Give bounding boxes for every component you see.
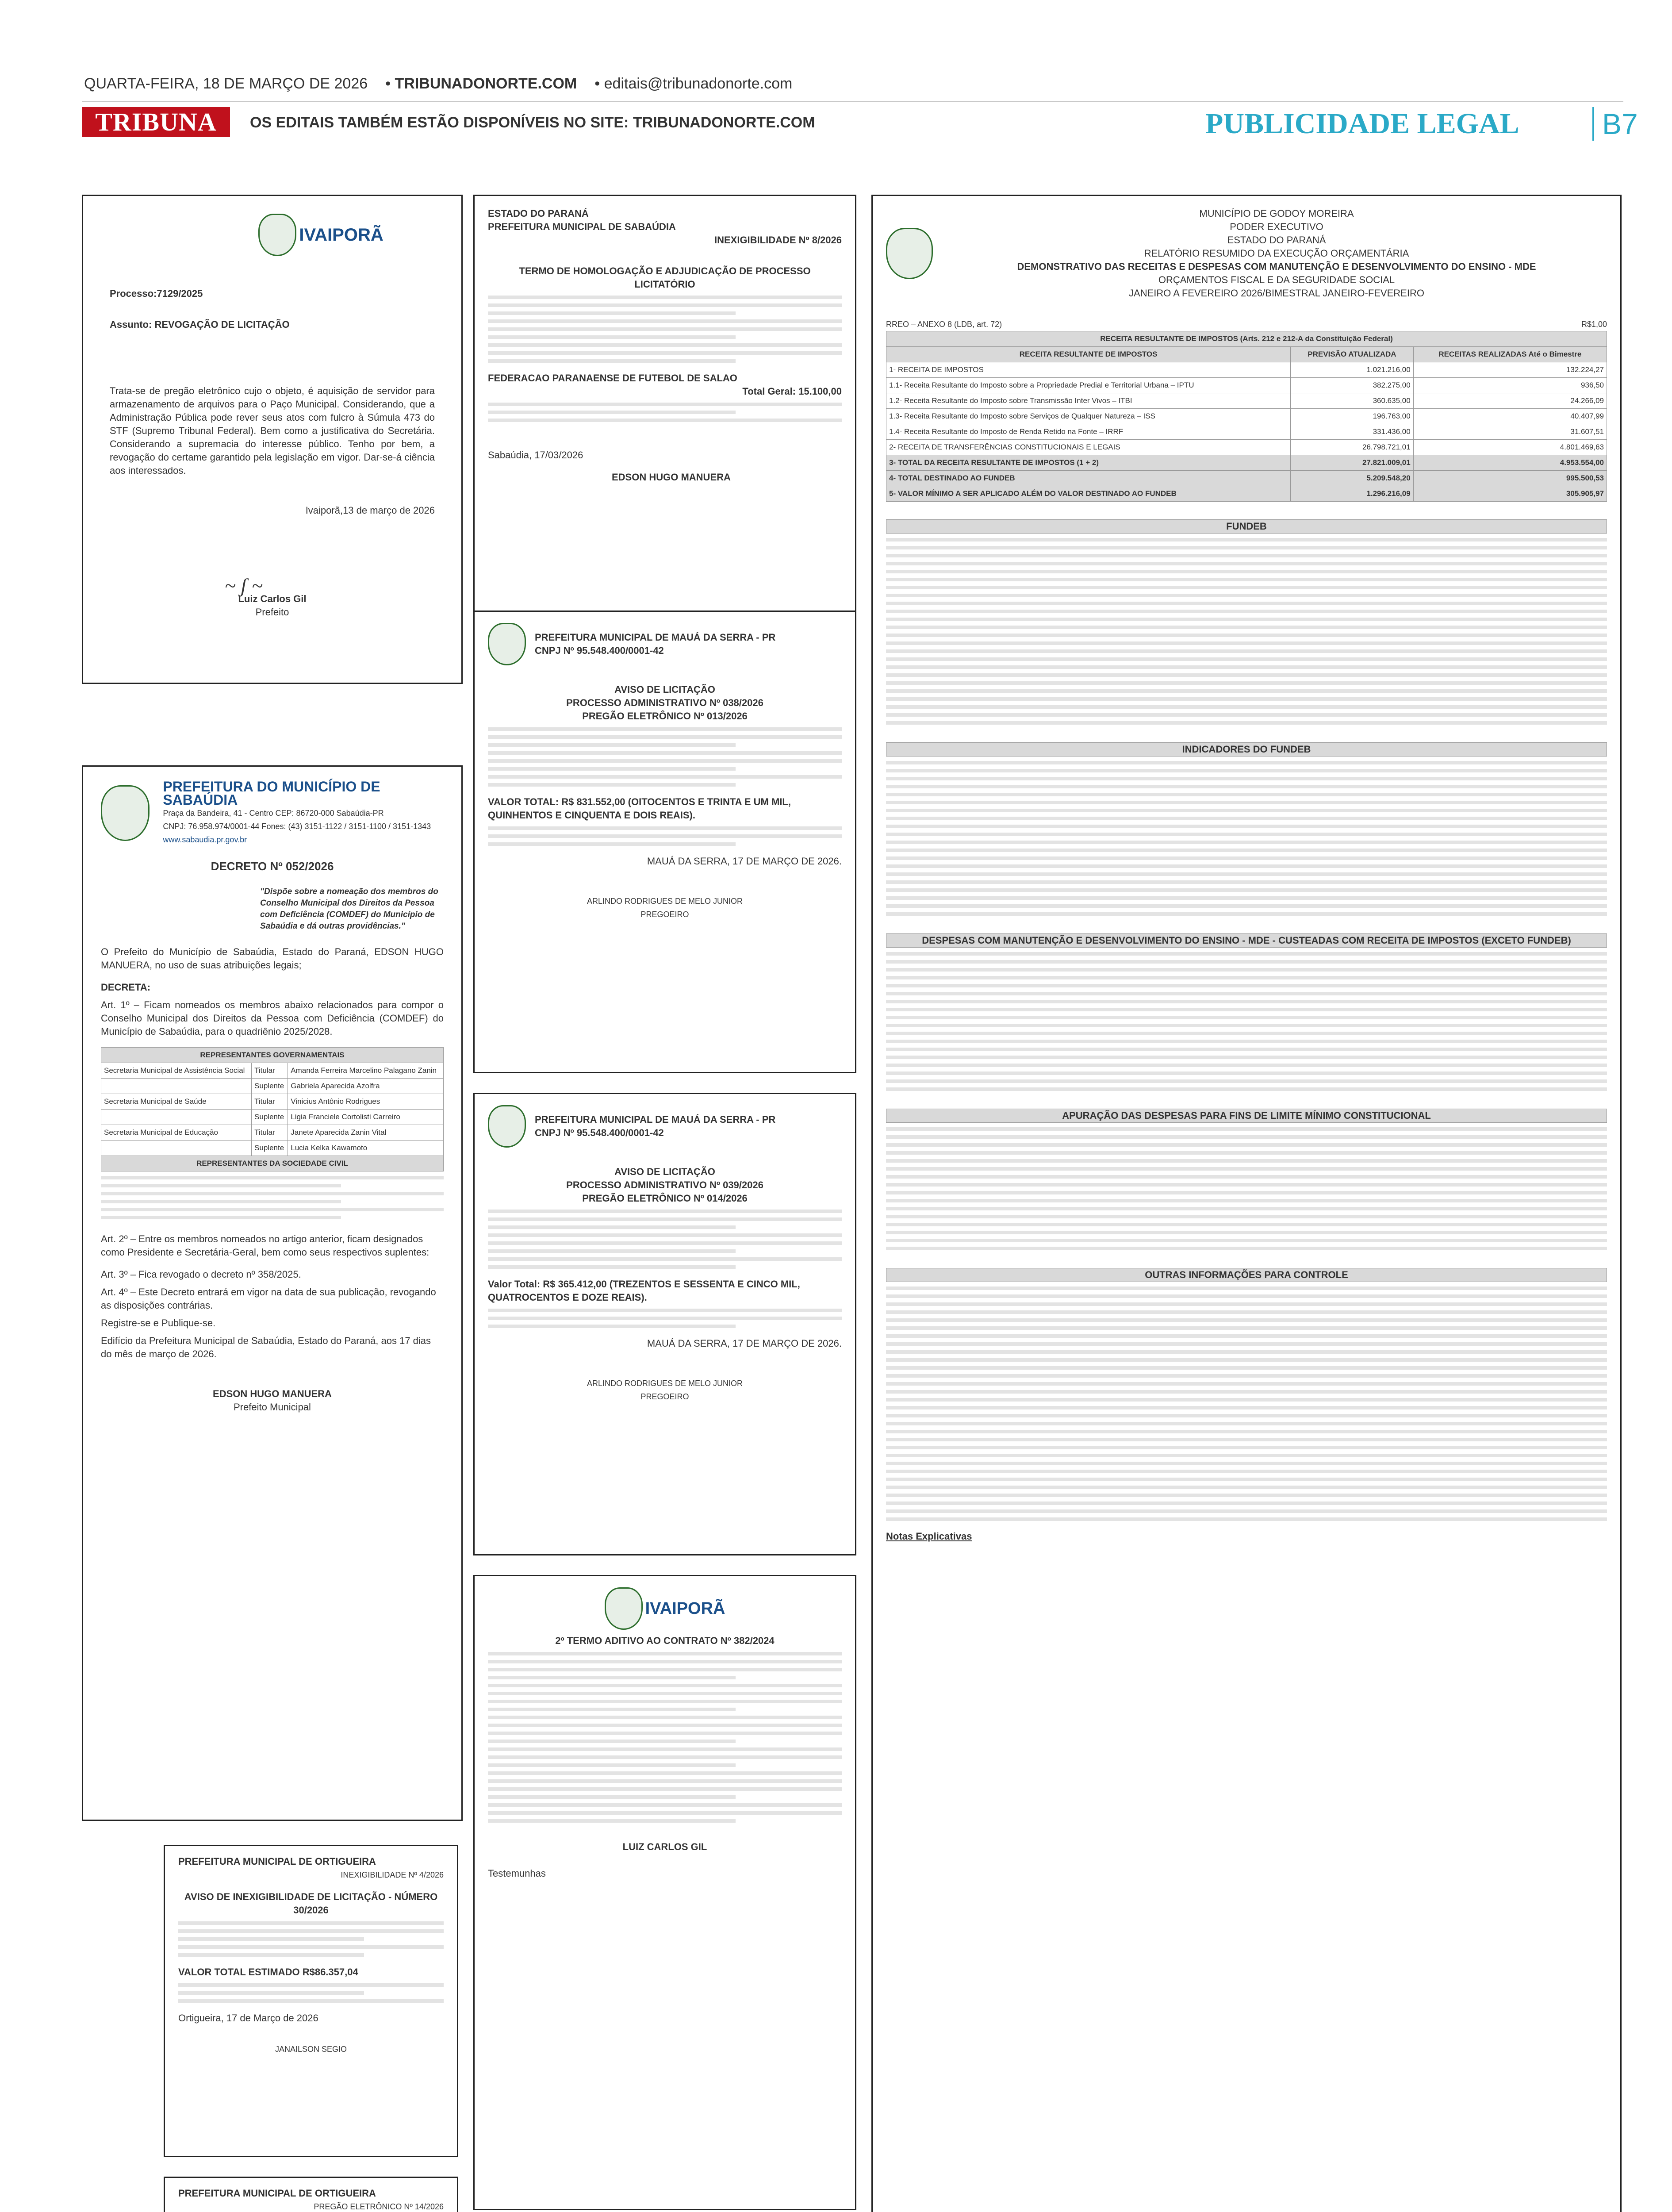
signer-name: ARLINDO RODRIGUES DE MELO JUNIOR <box>587 1379 743 1388</box>
report-rreo <box>871 195 1622 2212</box>
report-title-3: ORÇAMENTOS FISCAL E DA SEGURIDADE SOCIAL <box>1158 274 1395 285</box>
signer-name: LUIZ CARLOS GIL <box>622 1841 707 1852</box>
entity-name: PREFEITURA MUNICIPAL DE MAUÁ DA SERRA - PR <box>535 1114 776 1125</box>
report-title-2: DEMONSTRATIVO DAS RECEITAS E DESPESAS COM MANUTENÇÃO E DESENVOLVIMENTO DO ENSINO - MDE <box>1017 261 1536 272</box>
total-value: Total Geral: 15.100,00 <box>742 386 842 397</box>
notice-maua-1 <box>473 611 856 1073</box>
ref-number: PREGÃO ELETRÔNICO Nº 14/2026 <box>314 2202 444 2211</box>
header-email[interactable]: editais@tribunadonorte.com <box>604 75 793 92</box>
table-row: 1.3- Receita Resultante do Imposto sobre Serviços de Qualquer Natureza – ISS 196.763,00 40.407,99 <box>886 409 1607 424</box>
section-title: PUBLICIDADE LEGAL <box>1205 108 1519 140</box>
notice-ivaipora-revogacao <box>82 195 463 684</box>
entity-website[interactable]: www.sabaudia.pr.gov.br <box>163 835 247 844</box>
page-number: B7 <box>1592 107 1638 141</box>
coat-of-arms-icon <box>605 1587 643 1630</box>
signer-role: PREGOEIRO <box>640 1392 689 1401</box>
coat-of-arms-icon <box>258 214 296 256</box>
notice-value: Valor Total: R$ 365.412,00 (TREZENTOS E SESSENTA E CINCO MIL, QUATROCENTOS E DOZE REAIS). <box>488 1279 800 1303</box>
notice-value: VALOR TOTAL ESTIMADO R$86.357,04 <box>178 1966 358 1978</box>
signer-name: JANAILSON SEGIO <box>275 2045 347 2054</box>
decree-decreta: DECRETA: <box>101 982 151 993</box>
notice-ortigueira-2 <box>164 2177 458 2212</box>
table-row: Secretaria Municipal de Assistência Social Titular Amanda Ferreira Marcelino Palagano Zanin <box>101 1063 444 1079</box>
signer-role: Prefeito <box>255 607 289 618</box>
signer-role: PREGOEIRO <box>640 910 689 919</box>
process-number: Processo:7129/2025 <box>110 288 203 299</box>
entity-address: Praça da Bandeira, 41 - Centro CEP: 86720-000 Sabaúdia-PR <box>163 809 384 818</box>
decree-art2: Art. 2º – Entre os membros nomeados no artigo anterior, ficam designados como Presidente e Secretária-Geral, bem como seus respectivos suplentes: <box>101 1233 430 1258</box>
municipality-name: IVAIPORÃ <box>645 1599 725 1618</box>
signer-name: EDSON HUGO MANUERA <box>213 1388 332 1399</box>
pregao-number: PREGÃO ELETRÔNICO Nº 013/2026 <box>582 710 748 722</box>
header-site[interactable]: TRIBUNADONORTE.COM <box>395 75 577 92</box>
table-row: 4- TOTAL DESTINADO AO FUNDEB 5.209.548,20 995.500,53 <box>886 471 1607 486</box>
currency-label: R$1,00 <box>1581 320 1607 329</box>
entity-name: PREFEITURA MUNICIPAL DE ORTIGUEIRA <box>178 2188 376 2199</box>
section-header: FUNDEB <box>886 519 1607 534</box>
header-date: QUARTA-FEIRA, 18 DE MARÇO DE 2026 <box>84 75 368 92</box>
table-row: Suplente Lucia Kelka Kawamoto <box>101 1141 444 1156</box>
section-header: OUTRAS INFORMAÇÕES PARA CONTROLE <box>886 1268 1607 1282</box>
notice-title: TERMO DE HOMOLOGAÇÃO E ADJUDICAÇÃO DE PROCESSO LICITATÓRIO <box>519 265 811 290</box>
table-row: Secretaria Municipal de Saúde Titular Vinicius Antônio Rodrigues <box>101 1094 444 1110</box>
coat-of-arms-icon <box>886 228 933 279</box>
process-number: PROCESSO ADMINISTRATIVO Nº 038/2026 <box>566 697 763 708</box>
witness-label: Testemunhas <box>488 1868 546 1879</box>
entity-name: PREFEITURA MUNICIPAL DE MAUÁ DA SERRA - PR <box>535 632 776 643</box>
table-row: 1.4- Receita Resultante do Imposto de Renda Retido na Fonte – IRRF 331.436,00 31.607,51 <box>886 424 1607 440</box>
table-row: 1.2- Receita Resultante do Imposto sobre Transmissão Inter Vivos – ITBI 360.635,00 24.266,09 <box>886 393 1607 409</box>
header-subtitle: OS EDITAIS TAMBÉM ESTÃO DISPONÍVEIS NO SITE: TRIBUNADONORTE.COM <box>250 114 815 131</box>
coat-of-arms-icon <box>101 785 150 841</box>
header-divider <box>82 101 1623 102</box>
state-name: ESTADO DO PARANÁ <box>488 208 589 219</box>
notice-title: 2º TERMO ADITIVO AO CONTRATO Nº 382/2024 <box>555 1635 775 1646</box>
newspaper-logo: TRIBUNA <box>82 107 230 137</box>
table-row: 1- RECEITA DE IMPOSTOS 1.021.216,00 132.224,27 <box>886 362 1607 378</box>
coat-of-arms-icon <box>488 1105 526 1148</box>
report-entity: MUNICÍPIO DE GODOY MOREIRA <box>1199 208 1354 219</box>
notice-date: Ortigueira, 17 de Março de 2026 <box>178 2012 318 2024</box>
pregao-number: PREGÃO ELETRÔNICO Nº 014/2026 <box>582 1193 748 1204</box>
page-header: QUARTA-FEIRA, 18 DE MARÇO DE 2026 • TRIBUNADONORTE.COM • editais@tribunadonorte.com <box>84 75 793 92</box>
report-title-1: RELATÓRIO RESUMIDO DA EXECUÇÃO ORÇAMENTÁRIA <box>1144 248 1409 259</box>
entity-name: PREFEITURA DO MUNICÍPIO DE SABAÚDIA <box>163 779 380 808</box>
decree-preamble: O Prefeito do Município de Sabaúdia, Estado do Paraná, EDSON HUGO MANUERA, no uso de suas atribuições legais; <box>101 946 444 971</box>
signer-name: EDSON HUGO MANUERA <box>612 472 731 483</box>
table-row: Suplente Gabriela Aparecida Azolfra <box>101 1079 444 1094</box>
notice-ortigueira-1 <box>164 1845 458 2157</box>
decree-art1: Art. 1º – Ficam nomeados os membros abaixo relacionados para compor o Conselho Municipal dos Direitos da Pessoa com Deficiência (COMDEF) do Município de Sabaúdia, para o quadriênio 2025/2028. <box>101 999 444 1037</box>
decree-closing: Registre-se e Publique-se. <box>101 1317 216 1329</box>
table-row: 3- TOTAL DA RECEITA RESULTANTE DE IMPOSTOS (1 + 2) 27.821.009,01 4.953.554,00 <box>886 455 1607 471</box>
decree-art4: Art. 4º – Este Decreto entrará em vigor na data de sua publicação, revogando as disposições contrárias. <box>101 1286 436 1311</box>
table-row: Suplente Ligia Franciele Cortolisti Carreiro <box>101 1110 444 1125</box>
signature: ~ ʃ ~ <box>225 574 263 597</box>
notice-maua-2 <box>473 1093 856 1555</box>
section-header: INDICADORES DO FUNDEB <box>886 742 1607 757</box>
table-row: 5- VALOR MÍNIMO A SER APLICADO ALÉM DO VALOR DESTINADO AO FUNDEB 1.296.216,09 305.905,97 <box>886 486 1607 502</box>
entity-name: PREFEITURA MUNICIPAL DE SABAÚDIA <box>488 221 676 232</box>
entity-cnpj: CNPJ Nº 95.548.400/0001-42 <box>535 645 664 656</box>
report-power: PODER EXECUTIVO <box>1230 221 1323 232</box>
revenue-table: RECEITA RESULTANTE DE IMPOSTOS (Arts. 212 e 212-A da Constituição Federal) RECEITA RESULTANTE DE IMPOSTOS PREVISÃO ATUALIZADA RECEITAS REALIZADAS Até o Bimestre 1- RECEITA DE IMPOSTOS 1.021.216,00 132.224,27 1.1- Receita Resultante do Imposto sobre a Propriedade Predial e Territorial Urbana – IPTU 382.275,00 936,50 1.2- Receita Resultante do Imposto sobre Transmissão Inter Vivos – ITBI 360.635,00 24.266,09 1.3- Receita Resultante do Imposto sobre Serviços de Qualquer Natureza – ISS 196.763,00 40.407,99 1.4- Receita Resultante do Imposto de Renda Retido na Fonte – IRRF 331.436,00 31.607,51 2- RECEITA DE TRANSFERÊNCIAS CONSTITUCIONAIS E LEGAIS 26.798.721,01 4.801.469,63 3- TOTAL DA RECEITA RESULTANTE DE IMPOSTOS (1 + 2) 27.821.009,01 4.953.554,00 4- TOTAL DESTINADO AO FUNDEB 5.209.548,20 995.500,53 5- VALOR MÍNIMO A SER APLICADO ALÉM DO VALOR DESTINADO AO FUNDEB 1.296.216,09 305.905,97 <box>886 331 1607 502</box>
gov-header: REPRESENTANTES GOVERNAMENTAIS <box>101 1048 444 1063</box>
signer-name: ARLINDO RODRIGUES DE MELO JUNIOR <box>587 897 743 906</box>
entity-cnpj: CNPJ: 76.958.974/0001-44 Fones: (43) 3151-1122 / 3151-1100 / 3151-1343 <box>163 822 431 831</box>
report-state: ESTADO DO PARANÁ <box>1227 234 1326 246</box>
place-date: Ivaiporã,13 de março de 2026 <box>305 505 435 516</box>
report-period: JANEIRO A FEVEREIRO 2026/BIMESTRAL JANEIRO-FEVEREIRO <box>1129 288 1424 299</box>
annex-label: RREO – ANEXO 8 (LDB, art. 72) <box>886 320 1002 329</box>
decree-footer: Edifício da Prefeitura Municipal de Sabaúdia, Estado do Paraná, aos 17 dias do mês de março de 2026. <box>101 1335 431 1359</box>
notes-label: Notas Explicativas <box>886 1531 972 1542</box>
table-row: 2- RECEITA DE TRANSFERÊNCIAS CONSTITUCIONAIS E LEGAIS 26.798.721,01 4.801.469,63 <box>886 440 1607 455</box>
section-header: RECEITA RESULTANTE DE IMPOSTOS (Arts. 212 e 212-A da Constituição Federal) <box>886 331 1607 347</box>
notice-value: VALOR TOTAL: R$ 831.552,00 (OITOCENTOS E TRINTA E UM MIL, QUINHENTOS E CINQUENTA E DOIS REAIS). <box>488 796 791 821</box>
notice-ivaipora-aditivo <box>473 1575 856 2210</box>
table-row: 1.1- Receita Resultante do Imposto sobre a Propriedade Predial e Territorial Urbana – IPTU 382.275,00 936,50 <box>886 378 1607 393</box>
notice-title: AVISO DE LICITAÇÃO <box>614 1166 715 1177</box>
civ-header: REPRESENTANTES DA SOCIEDADE CIVIL <box>101 1156 444 1171</box>
notice-date: MAUÁ DA SERRA, 17 DE MARÇO DE 2026. <box>647 1338 842 1349</box>
signer-name: Luiz Carlos Gil <box>238 593 307 604</box>
coat-of-arms-icon <box>488 623 526 665</box>
decree-number: DECRETO Nº 052/2026 <box>211 860 334 873</box>
section-header: APURAÇÃO DAS DESPESAS PARA FINS DE LIMITE MÍNIMO CONSTITUCIONAL <box>886 1109 1607 1123</box>
decree-art3: Art. 3º – Fica revogado o decreto nº 358/2025. <box>101 1269 301 1280</box>
notice-date: MAUÁ DA SERRA, 17 DE MARÇO DE 2026. <box>647 856 842 867</box>
notice-title: AVISO DE LICITAÇÃO <box>614 684 715 695</box>
notice-sabaudia-decree <box>82 765 463 1821</box>
subject: Assunto: REVOGAÇÃO DE LICITAÇÃO <box>110 319 290 330</box>
place-date: Sabaúdia, 17/03/2026 <box>488 449 583 461</box>
notice-title: AVISO DE INEXIGIBILIDADE DE LICITAÇÃO - NÚMERO 30/2026 <box>184 1891 438 1916</box>
section-header: DESPESAS COM MANUTENÇÃO E DESENVOLVIMENTO DO ENSINO - MDE - CUSTEADAS COM RECEITA DE IMPOSTOS (EXCETO FUNDEB) <box>886 933 1607 948</box>
entity-name: PREFEITURA MUNICIPAL DE ORTIGUEIRA <box>178 1856 376 1867</box>
table-row: Secretaria Municipal de Educação Titular Janete Aparecida Zanin Vital <box>101 1125 444 1141</box>
ref-number: INEXIGIBILIDADE Nº 4/2026 <box>341 1870 444 1879</box>
members-table <box>101 1047 444 1171</box>
entity-cnpj: CNPJ Nº 95.548.400/0001-42 <box>535 1127 664 1138</box>
municipality-name: IVAIPORÃ <box>299 225 383 245</box>
decree-summary: "Dispõe sobre a nomeação dos membros do Conselho Municipal dos Direitos da Pessoa com Deficiência (COMDEF) do Município de Sabaúdia e dá outras providências." <box>260 887 438 931</box>
supplier-name: FEDERACAO PARANAENSE DE FUTEBOL DE SALAO <box>488 373 737 384</box>
notice-body: Trata-se de pregão eletrônico cujo o objeto, é aquisição de servidor para armazenamento de arquivos para o Paço Municipal. Considerando, que a Administração Pública pode rever seus atos com fulcro à Súmula 473 do STF (Supremo Tribunal Federal). Bem como a justificativa do Secretária. Considerando a supremacia do interesse público. Tenho por bem, a revogação do certame garantido pela legislação em vigor. Dar-se-á ciência aos interessados. <box>110 385 435 476</box>
process-number: PROCESSO ADMINISTRATIVO Nº 039/2026 <box>566 1179 763 1190</box>
signer-role: Prefeito Municipal <box>234 1402 311 1413</box>
ref-number: INEXIGIBILIDADE Nº 8/2026 <box>714 234 842 246</box>
